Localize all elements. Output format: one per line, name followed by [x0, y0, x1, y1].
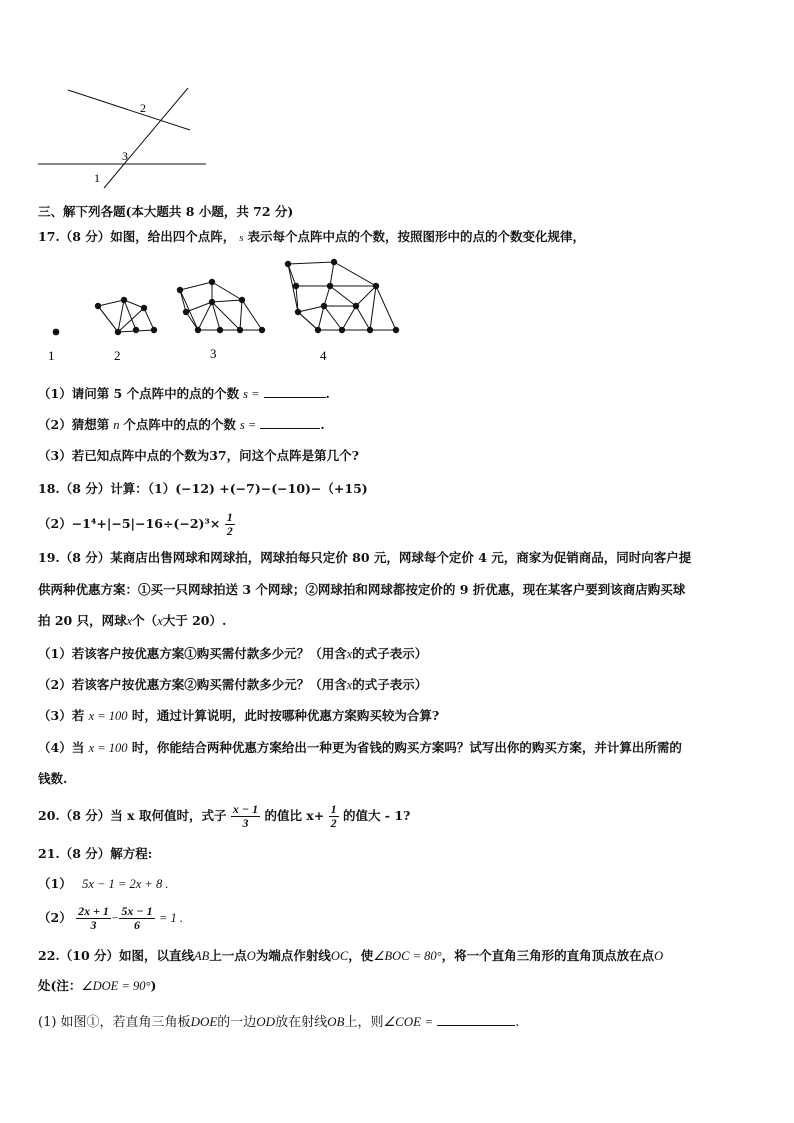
lattice-2 [95, 297, 157, 335]
q21-part1 [38, 876, 168, 892]
q20-text-b: 的值比 x+ [264, 808, 325, 823]
q21-frac2-num: 5x − 1 [121, 904, 153, 918]
lattice-label-3: 3 [210, 346, 217, 361]
q19-line2 [38, 582, 685, 598]
q19-part4-a: （4）当 [38, 740, 85, 755]
intersecting-lines-figure [36, 84, 208, 192]
q17-part2-s: s = [239, 418, 257, 432]
q19-part4 [38, 740, 682, 756]
q19-line3-c: 大于 20）. [162, 613, 227, 628]
q17-part3-text: （3）若已知点阵中点的个数为37，问这个点阵是第几个? [38, 448, 359, 463]
angle-label-1: 1 [94, 171, 100, 185]
q19-line3 [38, 613, 226, 629]
q22-o: O [246, 949, 256, 963]
q21-part2 [38, 896, 183, 940]
angle-label-3: 3 [122, 149, 128, 163]
lattice-label-2: 2 [114, 348, 121, 363]
q20-text-a: 20.（8 分）当 x 取何值时，式子 [38, 808, 227, 823]
q19-part1-x: x [346, 647, 353, 661]
q17-part2-text-a: （2）猜想第 [38, 417, 110, 432]
transversal-line [104, 88, 188, 188]
q17-part3 [38, 448, 359, 464]
q22-ab: AB [194, 949, 210, 963]
q17-var-s: s [239, 232, 244, 244]
answer-blank[interactable] [260, 428, 320, 429]
q19-part4-c: 钱数. [38, 771, 68, 786]
q19-part2-b: 的式子表示） [352, 677, 428, 692]
q19-part1 [38, 646, 427, 662]
q22-oc: OC [330, 949, 349, 963]
q22-od: OD [256, 1014, 276, 1029]
lattice-4 [285, 259, 399, 333]
answer-blank[interactable] [264, 397, 326, 398]
q18-fraction [225, 511, 235, 538]
q22-line1-e: ，将一个直角三角形的直角顶点放在点 [441, 948, 655, 963]
q20-frac1-num: x − 1 [232, 802, 259, 816]
section-heading [38, 204, 293, 220]
q22-ob: OB [327, 1014, 345, 1029]
q19-part4-b: 时，你能结合两种优惠方案给出一种更为省钱的购买方案吗？试写出你的购买方案，并计算出所需的 [131, 740, 682, 755]
q21-fraction-1 [76, 905, 111, 932]
lattice-3 [177, 279, 265, 333]
q21-part2-rhs: = 1 . [158, 911, 184, 925]
q20-frac2-den: 2 [330, 816, 337, 830]
q19-line1-text: 19.（8 分）某商店出售网球和网球拍，网球拍每只定价 80 元，网球每个定价 4 元，商家为促销商品，同时向客户提 [38, 550, 692, 565]
dot-lattice-figure [40, 254, 420, 366]
q17-part2-text-b: 个点阵中的点的个数 [123, 417, 236, 432]
q21-part1-label: （1） [38, 876, 72, 891]
q22-line2 [38, 978, 156, 994]
q17-part2-n: n [113, 418, 120, 432]
q19-part4-cont [38, 771, 67, 787]
q19-part1-b: 的式子表示） [352, 646, 428, 661]
q18-line2 [38, 506, 235, 542]
q19-line1 [38, 550, 691, 566]
upper-line [68, 90, 190, 130]
lattice-1 [53, 329, 60, 336]
lattice-label-4: 4 [320, 348, 327, 363]
q19-part3-a: （3）若 [38, 708, 85, 723]
q21-part1-eq: 5x − 1 = 2x + 8 . [82, 877, 169, 891]
q22-part1-a: (1) 如图①，若直角三角板 [38, 1015, 191, 1030]
q22-part1 [38, 1014, 519, 1031]
q21-frac2-den: 6 [133, 918, 140, 932]
q19-part1-a: （1）若该客户按优惠方案①购买需付款多少元？（用含 [38, 646, 347, 661]
q19-line2-text: 供两种优惠方案：①买一只网球拍送 3 个网球；②网球拍和网球都按定价的 9 折优惠，现在某客户要到该商店购买球 [38, 582, 686, 597]
q21-frac1-num: 2x + 1 [78, 904, 109, 918]
q22-part1-end: . [515, 1015, 520, 1030]
q21-part2-label: （2） [38, 910, 72, 925]
q19-part3 [38, 708, 439, 724]
q20-fraction-2 [329, 803, 339, 830]
q19-part2-a: （2）若该客户按优惠方案②购买需付款多少元？（用含 [38, 677, 347, 692]
q17-stem-b: 表示每个点阵中点的个数，按照图形中的点的个数变化规律， [247, 229, 586, 244]
q18-line1-text: 18.（8 分）计算：（1）(−12) +(−7)−(−10)−（+15) [38, 481, 368, 496]
q19-part2 [38, 677, 427, 693]
q19-part2-x: x [346, 678, 353, 692]
q21-frac1-den: 3 [90, 918, 97, 932]
angle-label-2: 2 [140, 101, 146, 115]
q17-stem-a: 17.（8 分）如图，给出四个点阵， [38, 229, 236, 244]
q19-var-x2: x [157, 614, 163, 628]
q22-line2-a: 处(注： [38, 978, 82, 993]
q19-var-x: x [126, 614, 133, 628]
q22-angle-doe: ∠DOE = 90° [81, 979, 151, 993]
q20-fraction-1 [231, 803, 260, 830]
q22-angle-coe: ∠COE = [383, 1014, 434, 1029]
lattice-label-1: 1 [48, 348, 55, 363]
q18-line2-text: （2）−1⁴+|−5|−16÷(−2)³× [38, 516, 221, 531]
q22-part1-b: 的一边 [217, 1015, 257, 1030]
q22-o2: O [654, 949, 664, 963]
q22-line1-c: 为端点作射线 [255, 948, 331, 963]
q22-doe: DOE [190, 1014, 218, 1029]
q20-frac1-den: 3 [242, 816, 249, 830]
q18-line1 [38, 481, 368, 497]
q22-line2-b: ) [150, 978, 157, 993]
q17-stem [38, 229, 585, 246]
q22-line1 [38, 948, 663, 964]
q18-frac-den: 2 [226, 524, 233, 538]
q19-line3-b: 个（ [132, 613, 158, 628]
q22-line1-a: 22.（10 分）如图，以直线 [38, 948, 194, 963]
q21-minus: − [110, 911, 120, 925]
q20-frac2-num: 1 [330, 802, 337, 816]
q21-stem [38, 846, 152, 862]
q22-part1-c: 放在射线 [275, 1015, 328, 1030]
section-heading-text: 三、解下列各题(本大题共 8 小题，共 72 分) [38, 204, 294, 219]
answer-blank[interactable] [437, 1025, 515, 1026]
q19-line3-a: 拍 20 只，网球 [38, 613, 127, 628]
q20-text-c: 的值大 - 1? [342, 808, 411, 823]
q21-stem-text: 21.（8 分）解方程: [38, 846, 153, 861]
q22-part1-d: 上，则 [344, 1015, 384, 1030]
q19-part4-eq: x = 100 [88, 741, 128, 755]
q19-part3-b: 时，通过计算说明，此时按哪种优惠方案购买较为合算? [131, 708, 440, 723]
q21-fraction-2 [119, 905, 154, 932]
q22-line1-d: ，使 [348, 948, 374, 963]
q22-line1-b: 上一点 [209, 948, 247, 963]
q20 [38, 798, 410, 834]
q17-part1-text: （1）请问第 5 个点阵中的点的个数 [38, 386, 240, 401]
q22-angle-boc: ∠BOC = 80° [373, 949, 442, 963]
q17-part2: （2）猜想第 n 个点阵中的点的个数 s = . [38, 417, 325, 432]
q17-part1-s: s = [243, 387, 260, 401]
q17-part1: （1）请问第 5 个点阵中的点的个数 s = . [38, 386, 330, 401]
q18-frac-num: 1 [226, 510, 233, 524]
q19-part3-eq: x = 100 [88, 709, 128, 723]
